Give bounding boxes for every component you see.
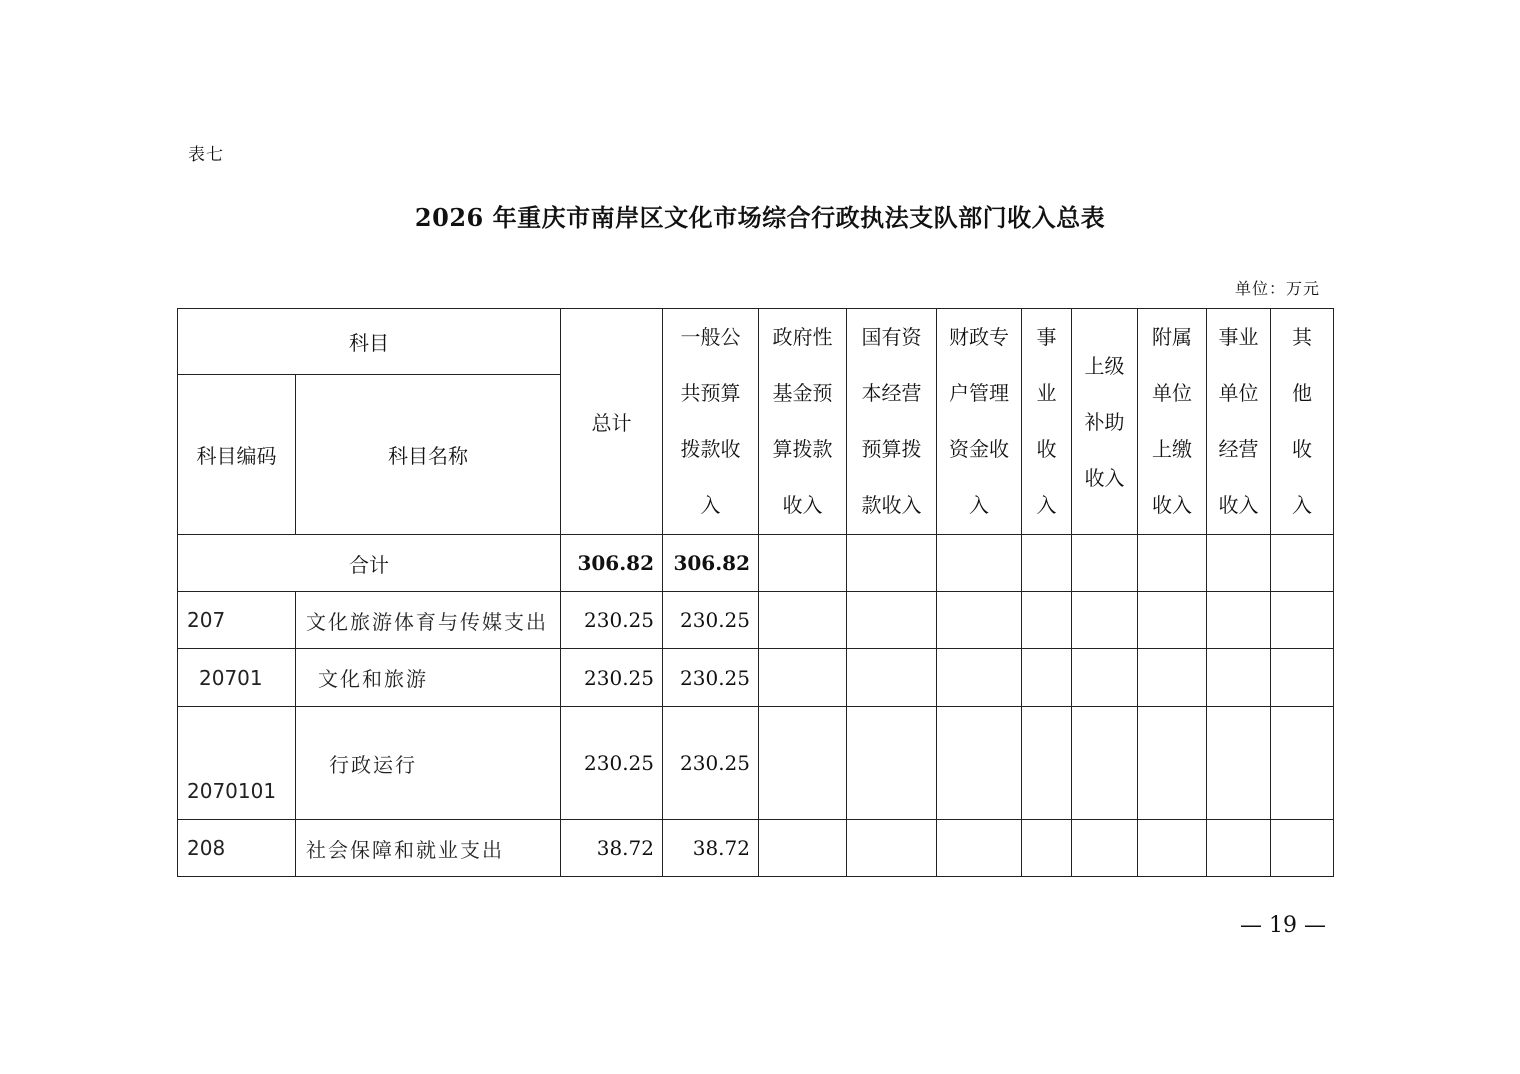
header-row-1 [178,309,1334,375]
header-state-capital: 国有资 本经营 预算拨 款收入 [847,309,937,535]
header-general-budget: 一般公 共预算 拨款收 入 [663,309,759,535]
header-affiliated-payment: 附属 单位 上缴 收入 [1138,309,1207,535]
income-summary-table [177,308,1334,877]
row-general: 230.25 [663,707,759,820]
page-number: — 19 — [1240,913,1326,938]
row-code: 208 [178,820,296,877]
header-operating-income: 事业 单位 经营 收入 [1207,309,1271,535]
sum-general: 306.82 [663,535,759,592]
table-label: 表七 [188,145,224,165]
header-code: 科目编码 [178,375,296,535]
row-total: 230.25 [561,649,663,707]
table-row [178,592,1334,649]
sum-label: 合计 [178,535,561,592]
header-special-account: 财政专 户管理 资金收 入 [937,309,1022,535]
sum-total: 306.82 [561,535,663,592]
header-superior-subsidy: 上级 补助 收入 [1072,309,1138,535]
sum-row [178,535,1334,592]
header-other-income: 其 他 收 入 [1271,309,1334,535]
page-title: 2026 年重庆市南岸区文化市场综合行政执法支队部门收入总表 [414,203,1106,232]
row-general: 38.72 [663,820,759,877]
header-total: 总计 [561,309,663,535]
row-total: 230.25 [561,592,663,649]
row-total: 38.72 [561,820,663,877]
header-subject: 科目 [178,309,561,375]
row-code: 20701 [178,649,296,707]
row-code: 207 [178,592,296,649]
table-row [178,707,1334,820]
row-code: 2070101 [178,707,296,820]
row-total: 230.25 [561,707,663,820]
header-government-fund: 政府性 基金预 算拨款 收入 [759,309,847,535]
row-name: 社会保障和就业支出 [296,820,561,877]
row-name: 文化旅游体育与传媒支出 [296,592,561,649]
row-name: 文化和旅游 [296,649,561,707]
header-name: 科目名称 [296,375,561,535]
row-general: 230.25 [663,649,759,707]
header-business-income: 事 业 收 入 [1022,309,1072,535]
row-general: 230.25 [663,592,759,649]
table-row [178,820,1334,877]
unit-label: 单位：万元 [1234,279,1320,298]
row-name: 行政运行 [296,707,561,820]
table-row [178,649,1334,707]
